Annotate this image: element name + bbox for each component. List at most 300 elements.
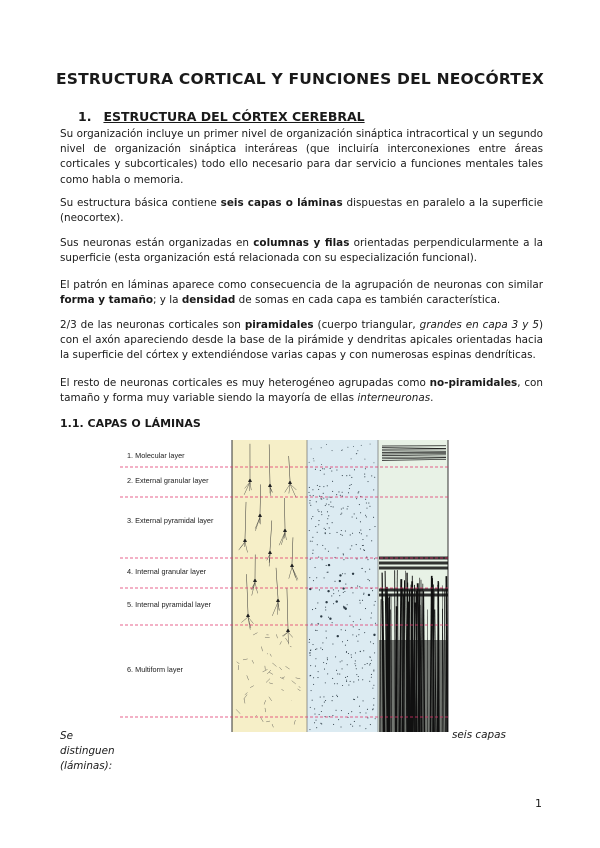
cell-body: [367, 559, 368, 560]
cell-body: [358, 492, 359, 493]
cell-body: [333, 603, 334, 604]
cell-body: [350, 724, 351, 725]
cell-body: [309, 577, 310, 578]
cell-body: [309, 487, 310, 488]
cell-body: [352, 573, 354, 575]
cell-body: [332, 644, 333, 645]
cell-body: [370, 444, 371, 445]
cell-body: [333, 506, 334, 507]
cell-body: [323, 493, 324, 494]
page-number: 1: [535, 797, 542, 810]
cell-body: [369, 506, 370, 507]
cell-body: [328, 617, 329, 618]
cell-body: [332, 450, 333, 451]
cell-body: [316, 727, 317, 728]
cell-body: [318, 489, 319, 490]
section-number: 1.: [78, 109, 92, 124]
cell-body: [325, 533, 326, 534]
cell-body: [322, 468, 323, 469]
cell-body: [353, 681, 354, 682]
cell-body: [315, 469, 316, 470]
cell-body: [363, 650, 364, 651]
cell-body: [347, 664, 348, 665]
cell-body: [341, 530, 342, 531]
cell-body: [348, 492, 349, 493]
cell-body: [340, 726, 341, 727]
cell-body: [318, 557, 319, 558]
paragraph-pattern: [60, 278, 543, 308]
cell-body: [309, 652, 310, 653]
text-run: .: [430, 392, 434, 405]
cell-body: [373, 517, 374, 518]
cell-body: [360, 619, 361, 620]
cell-body: [368, 502, 369, 503]
cell-body: [327, 657, 328, 658]
cell-body: [315, 666, 316, 667]
cell-body: [319, 589, 320, 590]
cell-body: [323, 696, 324, 697]
cell-body: [373, 670, 374, 671]
cell-body: [326, 637, 327, 638]
cell-body: [362, 679, 363, 680]
cell-body: [309, 462, 310, 463]
cell-body: [339, 595, 340, 596]
cell-body: [314, 714, 315, 715]
cell-body: [345, 531, 346, 532]
cell-body: [310, 707, 311, 708]
cell-body: [321, 711, 322, 712]
cell-body: [310, 505, 311, 506]
cell-body: [317, 544, 318, 545]
cell-body: [325, 505, 326, 506]
cell-body: [361, 533, 362, 534]
cell-body: [310, 655, 311, 656]
italic-term: interneuronas: [357, 392, 431, 405]
paragraph-columns: [60, 236, 543, 266]
cell-body: [327, 523, 328, 524]
cell-body: [354, 721, 355, 722]
cell-body: [318, 520, 319, 521]
cell-body: [369, 569, 370, 570]
paragraph-organization: Su organización incluye un primer nivel de organización sináptica intracortical y un segundo nivel de organización sináptica interáreas (que incluiría interconexiones entre áreas corticales y subcorticales) todo ello necesario para dar servicio a funciones mentales tales como habla o memoria.: [60, 128, 543, 186]
cell-body: [342, 685, 343, 686]
myelin-band: [379, 567, 448, 570]
cell-body: [317, 485, 318, 486]
figure-caption-right: seis capas: [452, 729, 506, 741]
cell-body: [367, 717, 368, 718]
cell-body: [351, 458, 352, 459]
cell-body: [346, 651, 347, 652]
cell-body: [342, 573, 343, 574]
cell-body: [375, 601, 376, 602]
cell-body: [347, 604, 348, 605]
text-run: 2/3 de las neuronas corticales son: [60, 319, 245, 331]
layer-label-6: 6. Multiform layer: [127, 665, 183, 674]
cell-body: [375, 623, 376, 624]
cell-body: [343, 592, 344, 593]
cell-body: [354, 699, 355, 700]
cell-body: [319, 496, 320, 497]
cell-body: [321, 723, 322, 724]
cell-body: [370, 617, 371, 618]
text-run: , con tamaño y forma muy variable siendo la mayoría de ellas: [60, 377, 544, 405]
cell-body: [356, 544, 357, 545]
layer-label-4: 4. Internal granular layer: [127, 567, 207, 576]
cell-body: [323, 662, 324, 663]
cell-body: [315, 630, 316, 631]
cell-body: [317, 602, 318, 603]
cell-body: [374, 558, 375, 559]
cell-body: [310, 675, 311, 676]
layer-label-1: 1. Molecular layer: [127, 451, 185, 460]
cell-body: [341, 660, 342, 661]
cell-body: [345, 645, 346, 646]
cell-body: [309, 530, 310, 531]
cell-body: [334, 683, 335, 684]
cell-body: [313, 684, 314, 685]
cell-body: [311, 623, 312, 624]
cell-body: [325, 548, 326, 549]
cell-body: [337, 547, 338, 548]
cell-body: [317, 677, 318, 678]
cell-body: [312, 550, 313, 551]
cell-body: [333, 724, 334, 725]
page-title: ESTRUCTURA CORTICAL Y FUNCIONES DEL NEOCÓRTEX: [55, 70, 545, 88]
cell-body: [363, 594, 364, 595]
cell-body: [309, 502, 310, 503]
cell-body: [345, 608, 347, 610]
section-heading: [78, 109, 365, 124]
cell-body: [363, 545, 364, 546]
cell-body: [332, 696, 333, 697]
cell-body: [322, 705, 323, 706]
subsection-heading: 1.1. CAPAS O LÁMINAS: [60, 417, 201, 430]
cell-body: [335, 710, 336, 711]
cell-body: [352, 592, 353, 593]
cell-body: [329, 533, 330, 534]
cell-body: [336, 494, 337, 495]
cell-body: [360, 512, 361, 513]
text-run: El resto de neuronas corticales es muy heterogéneo agrupadas como: [60, 377, 430, 389]
cell-body: [373, 669, 374, 670]
cell-body: [317, 532, 318, 533]
cell-body: [336, 600, 338, 602]
cell-body: [357, 641, 358, 642]
cell-body: [345, 630, 346, 631]
cell-body: [365, 608, 366, 609]
cell-body: [310, 665, 311, 666]
cell-body: [318, 524, 319, 525]
cell-body: [356, 498, 357, 499]
cell-body: [336, 469, 337, 470]
cell-body: [325, 601, 327, 603]
cell-body: [360, 548, 361, 549]
cell-body: [317, 509, 318, 510]
cell-body: [359, 706, 360, 707]
cell-body: [365, 571, 366, 572]
cell-body: [328, 504, 329, 505]
cell-body: [351, 654, 352, 655]
cell-body: [352, 533, 353, 534]
cell-body: [310, 650, 311, 651]
cell-body: [331, 595, 332, 596]
cell-body: [362, 568, 363, 569]
layer-label-3: 3. External pyramidal layer: [127, 516, 214, 525]
cell-body: [340, 514, 341, 515]
cell-body: [322, 649, 323, 650]
cell-body: [355, 652, 356, 653]
cell-body: [351, 484, 352, 485]
cell-body: [313, 677, 314, 678]
cell-body: [353, 446, 354, 447]
cell-body: [312, 700, 313, 701]
cell-body: [355, 665, 356, 666]
cell-body: [324, 577, 325, 578]
cell-body: [366, 516, 367, 517]
cell-body: [354, 513, 355, 514]
paragraph-layers: [60, 196, 543, 226]
cell-body: [315, 567, 316, 568]
cell-body: [337, 683, 338, 684]
cell-body: [328, 515, 329, 516]
cell-body: [321, 464, 322, 465]
cell-body: [340, 495, 341, 496]
cell-body: [351, 711, 352, 712]
cell-body: [344, 573, 345, 574]
cell-body: [347, 676, 348, 677]
cell-body: [338, 590, 339, 591]
cell-body: [354, 469, 355, 470]
bold-term: columnas y filas: [253, 237, 350, 249]
cell-body: [363, 700, 364, 701]
cell-body: [339, 580, 341, 582]
cell-body: [344, 591, 345, 592]
cortical-layers-figure: [120, 440, 470, 732]
cell-body: [318, 511, 319, 512]
cell-body: [314, 722, 315, 723]
cell-body: [342, 641, 343, 642]
cell-body: [327, 518, 328, 519]
cell-body: [365, 728, 366, 729]
cell-body: [327, 673, 328, 674]
cell-body: [330, 468, 331, 469]
cell-body: [374, 605, 375, 606]
cell-body: [316, 501, 317, 502]
cell-body: [356, 636, 357, 637]
cell-body: [323, 486, 324, 487]
cell-body: [352, 634, 353, 635]
cell-body: [359, 532, 360, 533]
cell-body: [324, 474, 325, 475]
cell-body: [341, 513, 342, 514]
cell-body: [361, 445, 362, 446]
cell-body: [359, 629, 360, 630]
cell-body: [359, 504, 360, 505]
cell-body: [359, 586, 360, 587]
paragraph-non-pyramidal: [60, 376, 543, 406]
cell-body: [320, 648, 321, 649]
cell-body: [312, 516, 313, 517]
cell-body: [358, 634, 359, 635]
cell-body: [324, 468, 325, 469]
cell-body: [360, 712, 361, 713]
text-run: El patrón en láminas aparece como consecuencia de la agrupación de neuronas con similar: [60, 279, 543, 291]
cell-body: [315, 608, 316, 609]
cell-body: [321, 499, 322, 500]
cell-body: [346, 475, 347, 476]
cell-body: [369, 656, 370, 657]
cell-body: [342, 496, 343, 497]
cell-body: [343, 508, 344, 509]
layer-label-5: 5. Internal pyramidal layer: [127, 600, 211, 609]
cell-body: [369, 664, 370, 665]
cell-body: [341, 668, 342, 669]
cell-body: [326, 565, 327, 566]
cell-body: [369, 529, 370, 530]
cell-body: [332, 678, 333, 679]
cell-body: [347, 508, 348, 509]
cell-body: [309, 500, 310, 501]
cell-body: [373, 643, 374, 644]
cell-body: [322, 642, 323, 643]
cell-body: [324, 528, 325, 529]
cell-body: [327, 511, 328, 512]
cell-body: [333, 589, 334, 590]
cell-body: [340, 534, 341, 535]
cell-body: [352, 516, 353, 517]
cell-body: [345, 584, 346, 585]
cell-body: [341, 629, 342, 630]
bold-term: no-piramidales: [429, 377, 518, 389]
cell-body: [367, 709, 368, 710]
cell-body: [314, 460, 315, 461]
cell-body: [357, 450, 358, 451]
bold-term: forma y tamaño: [60, 294, 153, 307]
cell-body: [369, 580, 370, 581]
cell-body: [313, 580, 314, 581]
cell-body: [371, 475, 372, 476]
cell-body: [337, 673, 338, 674]
cell-body: [309, 729, 310, 730]
cell-body: [363, 593, 364, 594]
cell-body: [312, 644, 313, 645]
cell-body: [366, 557, 367, 558]
text-run: de somas en cada capa es también característica.: [235, 294, 501, 307]
cell-body: [335, 656, 336, 657]
cell-body: [353, 626, 354, 627]
section-title: ESTRUCTURA DEL CÓRTEX CEREBRAL: [103, 109, 365, 124]
cell-body: [343, 559, 344, 560]
cell-body: [332, 491, 333, 492]
cell-body: [341, 710, 342, 711]
cell-body: [353, 621, 354, 622]
cell-body: [341, 508, 342, 509]
cell-body: [374, 652, 375, 653]
cell-body: [353, 699, 354, 700]
cell-body: [336, 695, 337, 696]
cell-body: [326, 444, 327, 445]
cell-body: [366, 508, 367, 509]
cell-body: [325, 529, 326, 530]
cell-body: [355, 660, 356, 661]
cell-body: [328, 564, 330, 566]
cell-body: [374, 477, 375, 478]
cell-body: [308, 492, 309, 493]
cell-body: [343, 606, 344, 607]
cell-body: [374, 526, 375, 527]
bold-term: seis capas o láminas: [220, 197, 343, 209]
cell-body: [358, 676, 359, 677]
cell-body: [328, 551, 329, 552]
cell-body: [337, 696, 338, 697]
cell-body: [367, 481, 368, 482]
cell-body: [334, 581, 335, 582]
cell-body: [362, 600, 363, 601]
cell-body: [326, 631, 327, 632]
figure-caption-left: Se distinguen (láminas):: [60, 730, 115, 772]
cell-body: [373, 489, 374, 490]
cell-body: [320, 697, 321, 698]
cell-body: [340, 661, 341, 662]
bold-term: densidad: [181, 294, 236, 307]
cell-body: [366, 502, 367, 503]
dense-fiber-region: [379, 640, 448, 732]
cell-body: [311, 690, 312, 691]
cell-body: [360, 530, 361, 531]
text-run: ; y la: [152, 294, 182, 307]
cell-body: [356, 559, 357, 560]
cell-body: [329, 618, 331, 620]
cell-body: [329, 497, 330, 498]
cell-body: [356, 674, 357, 675]
cell-body: [325, 682, 326, 683]
paragraph-pyramidal: [60, 318, 543, 364]
layer-label-2: 2. External granular layer: [127, 476, 209, 485]
cell-body: [314, 708, 315, 709]
cell-body: [313, 458, 314, 459]
cell-body: [373, 705, 374, 706]
cell-body: [326, 663, 327, 664]
cell-body: [373, 698, 374, 699]
cell-body: [323, 498, 324, 499]
cell-body: [360, 651, 361, 652]
cell-body: [370, 663, 371, 664]
cell-body: [325, 609, 326, 610]
cell-body: [369, 681, 370, 682]
cell-body: [349, 488, 350, 489]
cell-body: [315, 720, 316, 721]
cell-body: [324, 669, 325, 670]
cell-body: [312, 541, 313, 542]
cell-body: [350, 549, 351, 550]
cell-body: [357, 585, 358, 586]
cell-body: [338, 719, 339, 720]
cell-body: [327, 572, 328, 573]
myelin-band: [379, 562, 448, 565]
cell-body: [312, 609, 313, 610]
cell-body: [347, 640, 348, 641]
cell-body: [364, 476, 365, 477]
cell-body: [356, 453, 357, 454]
cell-body: [375, 718, 376, 719]
cell-body: [371, 540, 372, 541]
cell-body: [327, 499, 328, 500]
cell-body: [372, 688, 373, 689]
cell-body: [342, 492, 343, 493]
cell-body: [343, 554, 344, 555]
cell-body: [320, 470, 321, 471]
cell-body: [365, 499, 366, 500]
